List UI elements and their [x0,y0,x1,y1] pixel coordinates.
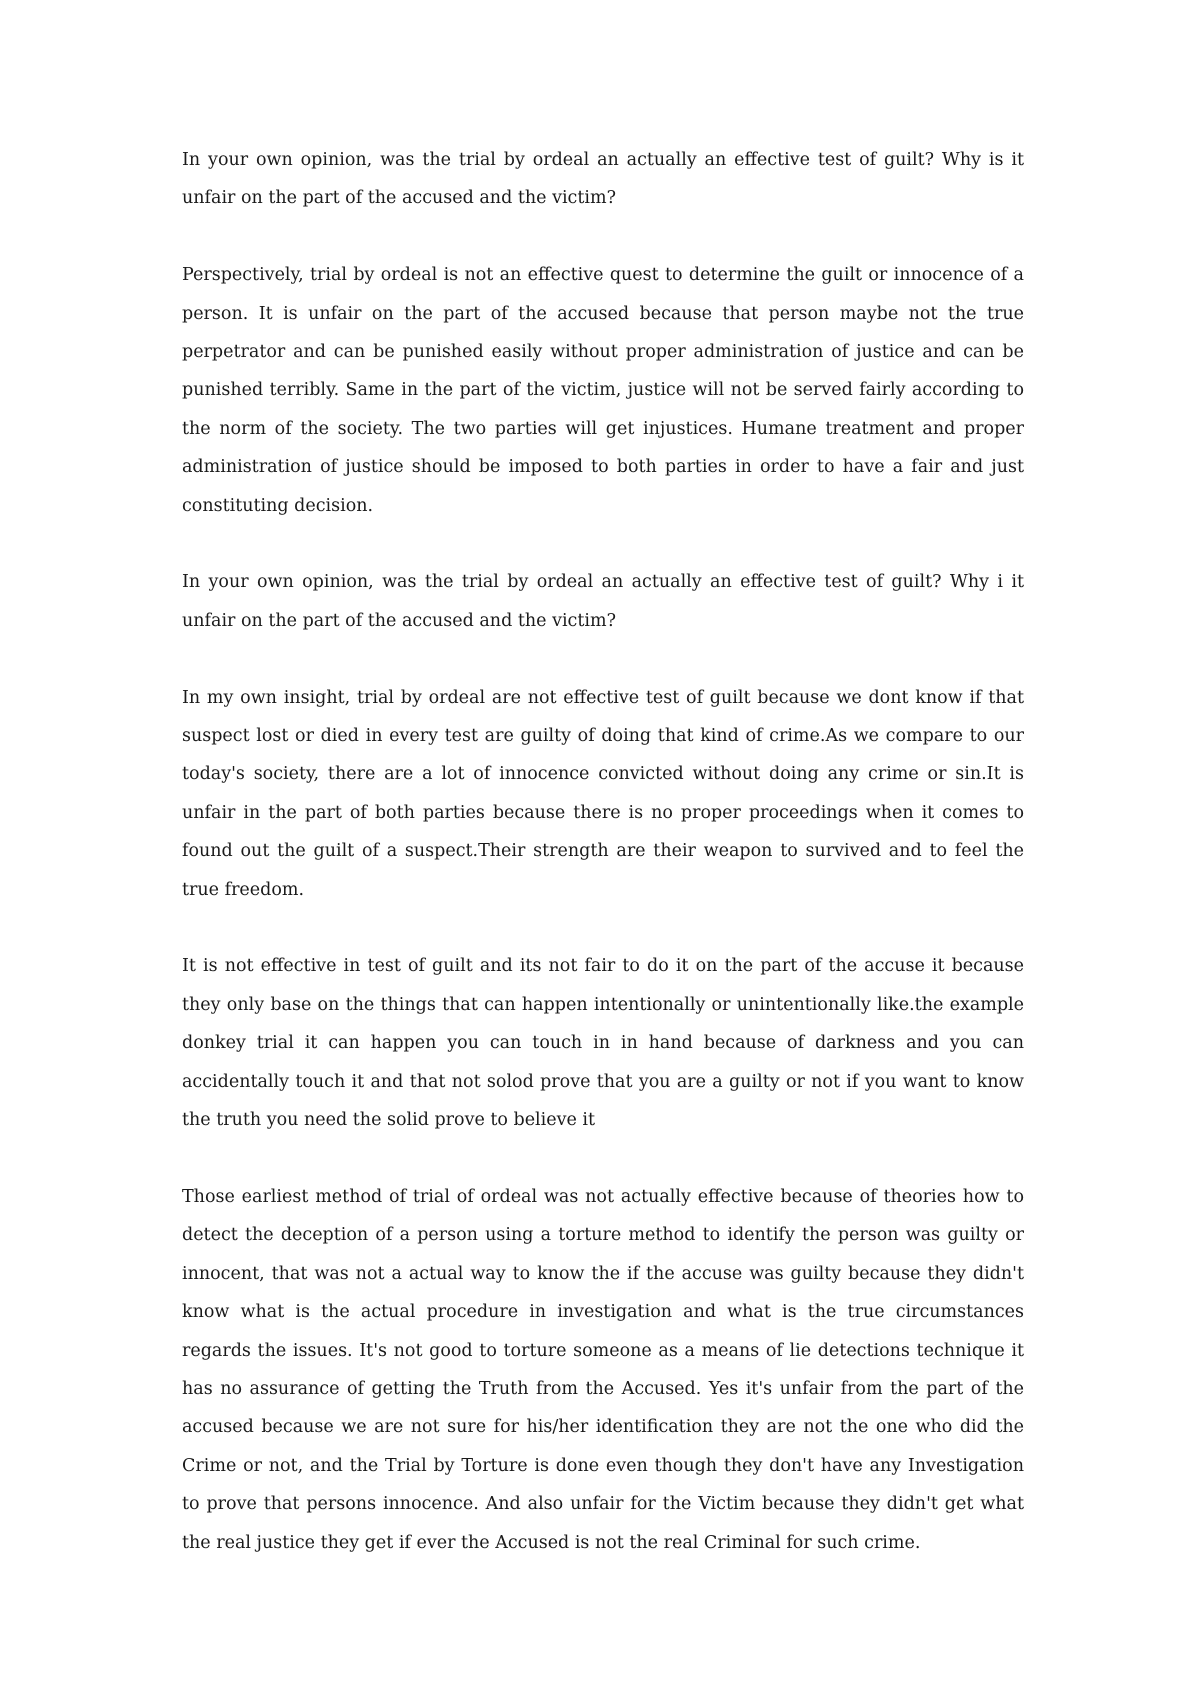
question-paragraph-1: In your own opinion, was the trial by ordeal an actually an effective test of guilt? Why is it unfair on the part of the accused and the victim? [182,150,1024,209]
answer-paragraph-4: Those earliest method of trial of ordeal was not actually effective because of theories how to detect the deception of a person using a torture method to identify the person was guilty or innocent, that was not a actual way to know the if the accuse was guilty because they didn't know what is the actual procedure in investigation and what is the true circumstances regards the issues. It's not good to torture someone as a means of lie detections technique it has no assurance of getting the Truth from the Accused. Yes it's unfair from the part of the accused because we are not sure for his/her identification they are not the one who did the Crime or not, and the Trial by Torture is done even though they don't have any Investigation to prove that persons innocence. And also unfair for the Victim because they didn't get what the real justice they get if ever the Accused is not the real Criminal for such crime. [182,1186,1024,1553]
answer-paragraph-1: Perspectively, trial by ordeal is not an effective quest to determine the guilt or innocence of a person. It is unfair on the part of the accused because that person maybe not the true perpetrator and can be punished easily without proper administration of justice and can be punished terribly. Same in the part of the victim, justice will not be served fairly according to the norm of the society. The two parties will get injustices. Humane treatment and proper administration of justice should be imposed to both parties in order to have a fair and just constituting decision. [182,265,1024,516]
question-paragraph-2: In your own opinion, was the trial by ordeal an actually an effective test of guilt? Why i it unfair on the part of the accused and the victim? [182,572,1024,631]
answer-paragraph-3: It is not effective in test of guilt and its not fair to do it on the part of the accuse it because they only base on the things that can happen intentionally or unintentionally like.the example donkey trial it can happen you can touch in in hand because of darkness and you can accidentally touch it and that not solod prove that you are a guilty or not if you want to know the truth you need the solid prove to believe it [182,956,1024,1131]
document-body [182,141,1024,1562]
answer-paragraph-2: In my own insight, trial by ordeal are not effective test of guilt because we dont know if that suspect lost or died in every test are guilty of doing that kind of crime.As we compare to our today's society, there are a lot of innocence convicted without doing any crime or sin.It is unfair in the part of both parties because there is no proper proceedings when it comes to found out the guilt of a suspect.Their strength are their weapon to survived and to feel the true freedom. [182,687,1024,900]
